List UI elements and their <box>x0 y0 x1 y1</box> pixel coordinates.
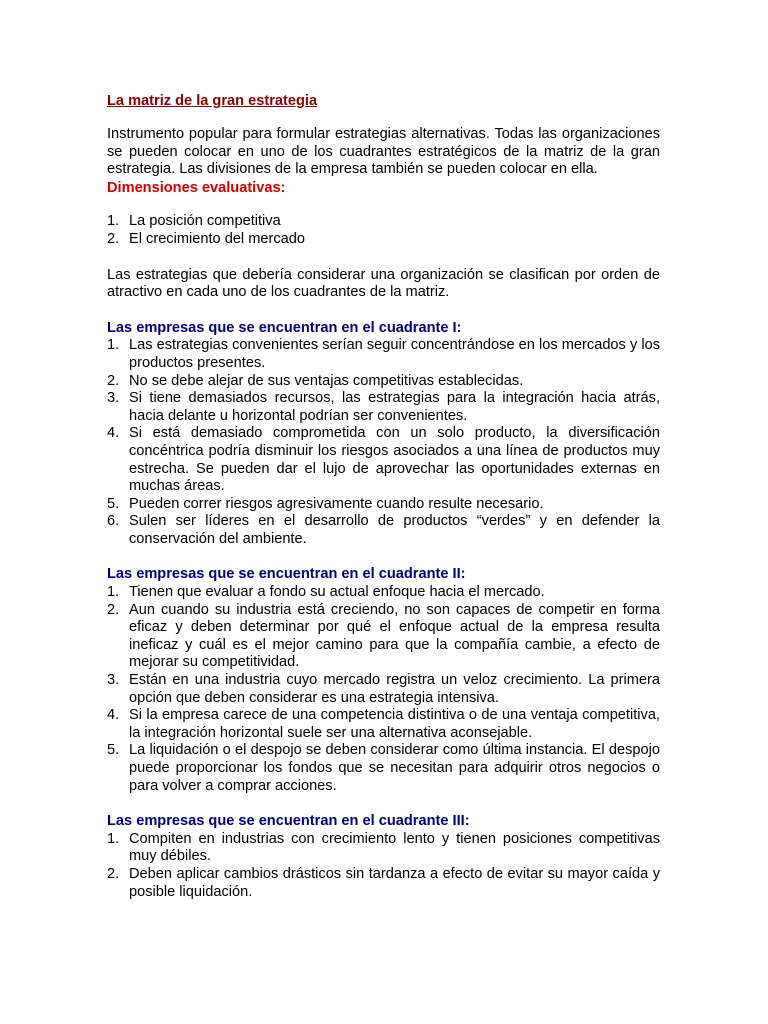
spacer <box>107 795 660 813</box>
list-item <box>107 672 660 707</box>
quadrant-2-list <box>107 584 660 795</box>
list-text: La liquidación o el despojo se deben considerar como última instancia. El despojo puede proporcionar los fondos que se necesitan para adquirir otros negocios o para volver a comprar acciones. <box>129 742 660 794</box>
list-number: 6. <box>107 513 120 530</box>
list-number: 2. <box>107 601 120 618</box>
list-number: 5. <box>107 742 120 759</box>
list-number: 2. <box>107 865 120 882</box>
list-number: 3. <box>107 672 120 689</box>
list-text: No se debe alejar de sus ventajas competitivas establecidas. <box>129 372 524 389</box>
quadrant-1-list <box>107 337 660 548</box>
list-item <box>107 866 660 901</box>
list-item <box>107 831 660 866</box>
list-item <box>107 390 660 425</box>
document-page <box>107 92 660 901</box>
list-item <box>107 602 660 672</box>
list-number: 5. <box>107 495 120 512</box>
dimensions-heading: Dimensiones evaluativas: <box>107 179 286 196</box>
list-number: 1. <box>107 830 120 847</box>
list-number: 2. <box>107 372 120 389</box>
list-text: Están en una industria cuyo mercado registra un veloz crecimiento. La primera opción que deben considerar es una estrategia intensiva. <box>129 672 660 706</box>
list-text: Tienen que evaluar a fondo su actual enfoque hacia el mercado. <box>129 584 545 601</box>
list-item <box>107 425 660 495</box>
list-item <box>107 513 660 548</box>
quadrant-1-heading: Las empresas que se encuentran en el cuadrante I: <box>107 319 462 336</box>
quadrant-3-list <box>107 831 660 901</box>
list-item <box>107 337 660 372</box>
spacer <box>107 249 660 267</box>
quadrant-2-heading: Las empresas que se encuentran en el cuadrante II: <box>107 566 466 583</box>
list-item <box>107 742 660 795</box>
list-number: 4. <box>107 707 120 724</box>
list-item <box>107 213 660 231</box>
list-text: Deben aplicar cambios drásticos sin tardanza a efecto de evitar su mayor caída y posible liquidación. <box>129 865 660 900</box>
list-number: 4. <box>107 425 120 442</box>
list-number: 1. <box>107 584 120 601</box>
spacer <box>107 548 660 566</box>
list-text: Aun cuando su industria está creciendo, no son capaces de competir en forma eficaz y deben determinar por qué el enfoque actual de la empresa resulta ineficaz y cuál es el mejor camino para que la compañía cambie, a efecto de mejorar su competitividad. <box>129 601 660 671</box>
strategies-paragraph: Las estrategias que debería considerar una organización se clasifican por orden de atractivo en cada uno de los cuadrantes de la matriz. <box>107 266 660 301</box>
list-item <box>107 584 660 602</box>
list-text: Sulen ser líderes en el desarrollo de productos “verdes” y en defender la conservación del ambiente. <box>129 513 660 547</box>
list-text: Pueden correr riesgos agresivamente cuando resulte necesario. <box>129 495 544 512</box>
list-text: El crecimiento del mercado <box>129 230 306 247</box>
list-text: Si está demasiado comprometida con un solo producto, la diversificación concéntrica podría disminuir los riesgos asociados a una línea de productos muy estrecha. Se pueden dar el lujo de aprovechar las oportunidades externas en muchas áreas. <box>129 425 660 495</box>
dimensions-list <box>107 213 660 248</box>
intro-paragraph: Instrumento popular para formular estrategias alternativas. Todas las organizaciones se pueden colocar en uno de los cuadrantes estratégicos de la matriz de la gran estrategia. Las divisiones de la empresa también se pueden colocar en ella. <box>107 126 660 178</box>
list-number: 1. <box>107 337 120 354</box>
list-number: 1. <box>107 213 120 230</box>
list-text: Compiten en industrias con crecimiento lento y tienen posiciones competitivas muy débiles. <box>129 830 660 865</box>
spacer <box>107 302 660 320</box>
list-number: 3. <box>107 390 120 407</box>
list-text: La posición competitiva <box>129 213 281 230</box>
list-number: 2. <box>107 230 120 247</box>
list-text: Las estrategias convenientes serían seguir concentrándose en los mercados y los productos presentes. <box>129 337 660 371</box>
list-item <box>107 373 660 391</box>
quadrant-3-heading: Las empresas que se encuentran en el cuadrante III: <box>107 813 470 830</box>
list-item <box>107 707 660 742</box>
list-text: Si tiene demasiados recursos, las estrategias para la integración hacia atrás, hacia delante u horizontal podrían ser convenientes. <box>129 390 660 424</box>
list-item <box>107 231 660 249</box>
list-item <box>107 496 660 514</box>
list-text: Si la empresa carece de una competencia distintiva o de una ventaja competitiva, la integración horizontal suele ser una alternativa aconsejable. <box>129 707 660 741</box>
document-title: La matriz de la gran estrategia <box>107 93 318 109</box>
